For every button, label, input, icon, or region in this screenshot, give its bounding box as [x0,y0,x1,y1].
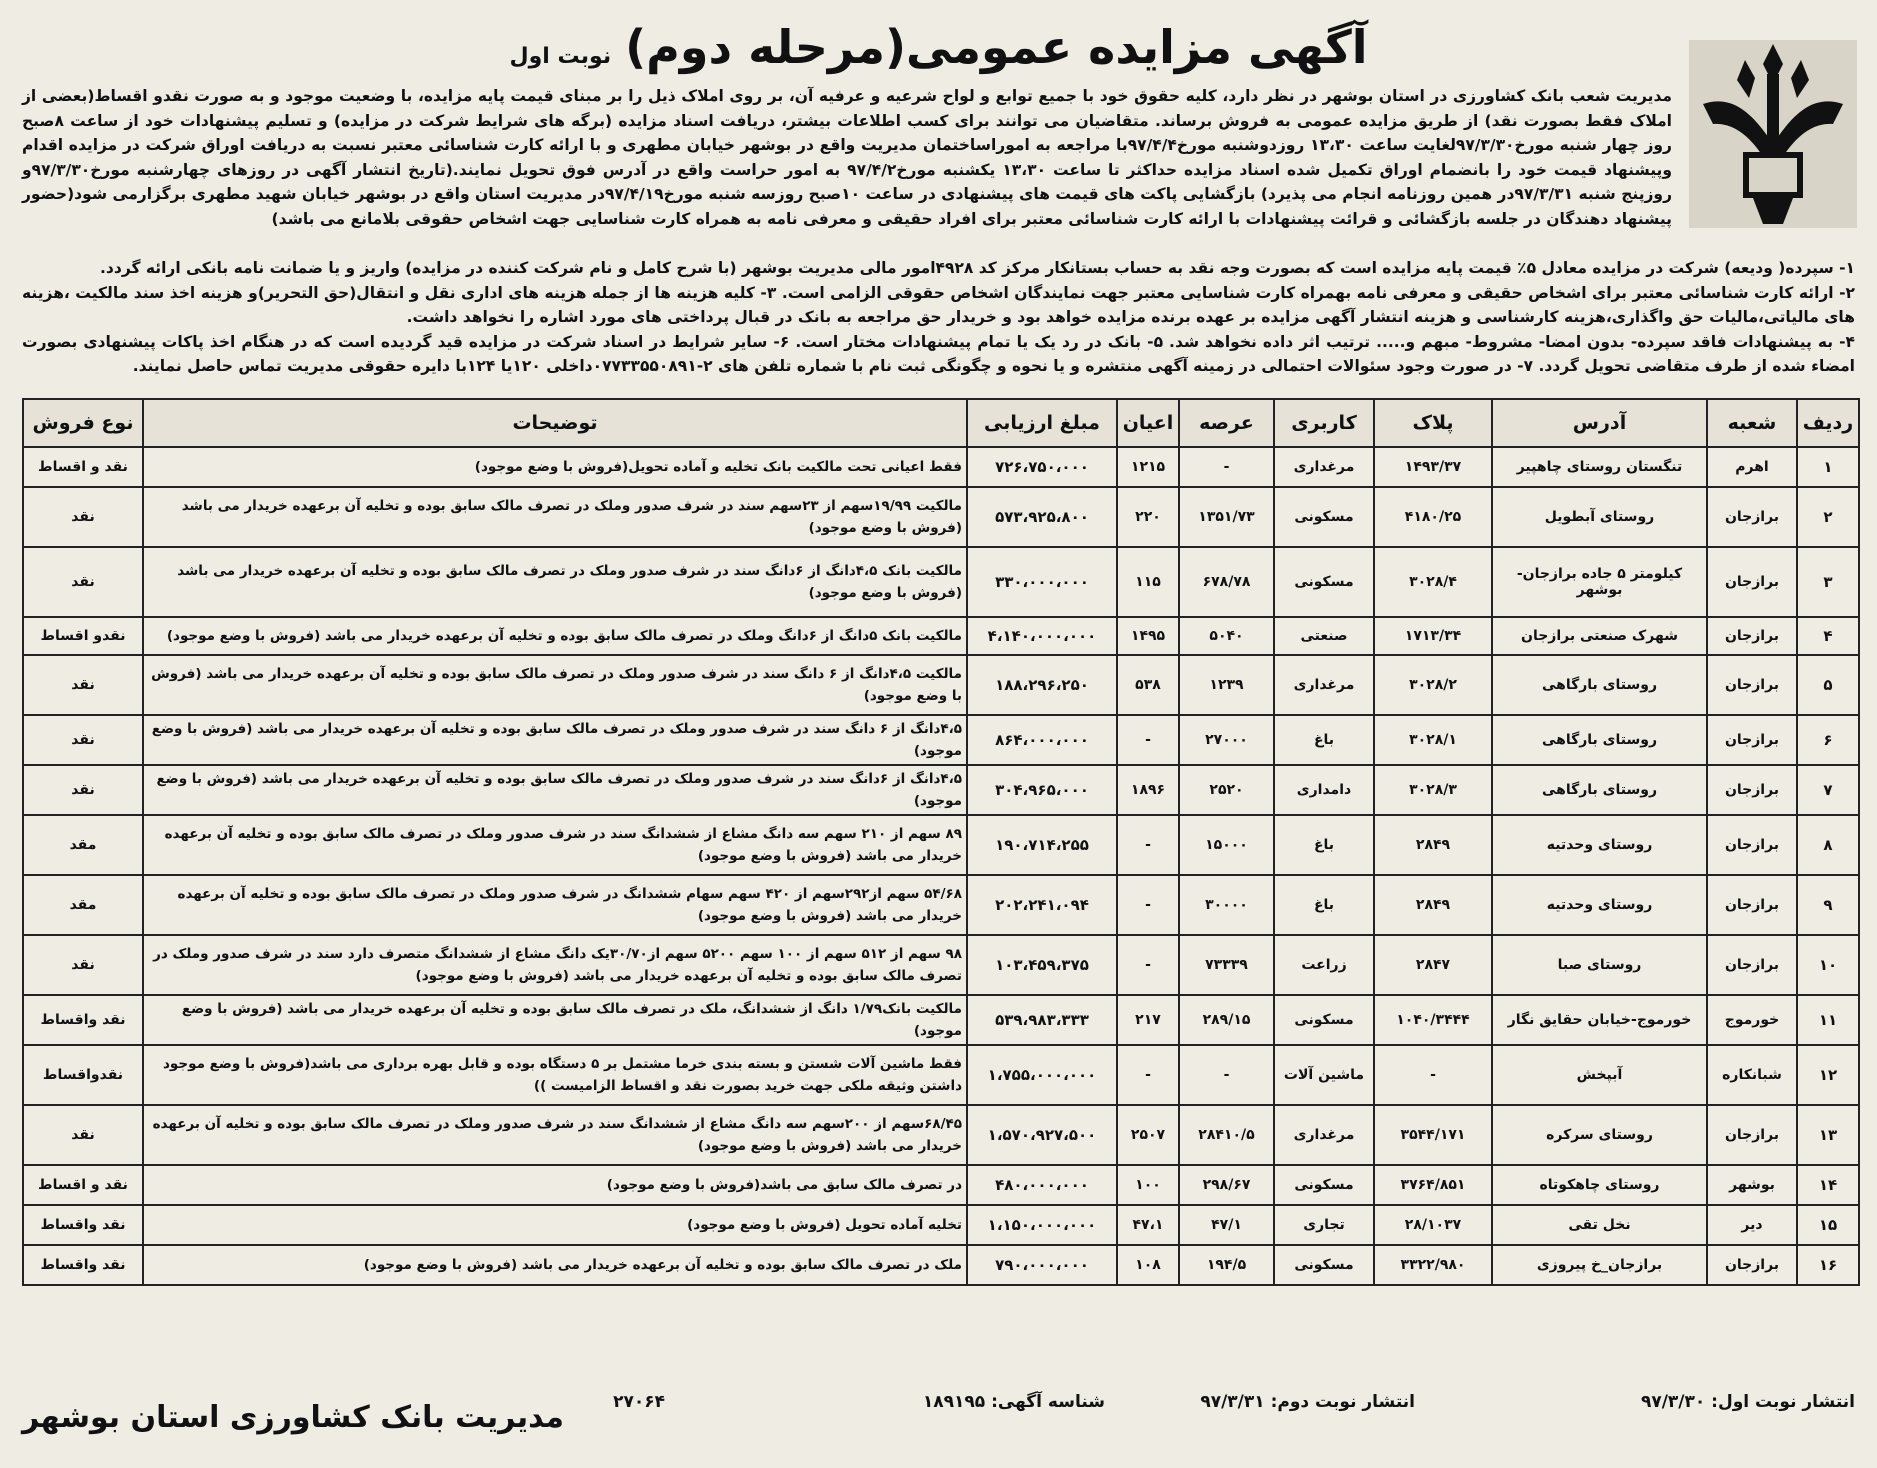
cell-plate: ۱۰۴۰/۳۴۴۴ [1374,995,1492,1045]
col-header-usage: کاربری [1274,399,1374,447]
cell-description: ۶۸/۴۵سهم از ۲۰۰سهم سه دانگ مشاع از ششدانگ سند در شرف صدور وملک در تصرف مالک سابق بوده و تخلیه آن برعهده خریدار می باشد (فروش با وضع موجود) [143,1105,967,1165]
header [210,20,1667,90]
cell-price: ۱،۵۷۰،۹۲۷،۵۰۰ [967,1105,1117,1165]
cell-branch: برازجان [1707,1105,1797,1165]
cell-row-no: ۹ [1797,875,1859,935]
cell-branch: بوشهر [1707,1165,1797,1205]
second-publication: انتشار نوبت دوم: ۹۷/۳/۳۱ [1200,1392,1415,1412]
footer [22,1380,1855,1440]
cell-building: ۲۱۷ [1117,995,1179,1045]
cell-address: روستای صبا [1492,935,1707,995]
cell-row-no: ۱۵ [1797,1205,1859,1245]
cell-price: ۱۹۰،۷۱۴،۲۵۵ [967,815,1117,875]
cell-row-no: ۶ [1797,715,1859,765]
cell-building: ۲۵۰۷ [1117,1105,1179,1165]
cell-description: مالکیت ۱۹/۹۹سهم از ۲۳سهم سند در شرف صدور وملک در تصرف مالک سابق بوده و تخلیه آن برعهده خریدار می باشد (فروش با وضع موجود) [143,487,967,547]
cell-row-no: ۸ [1797,815,1859,875]
cell-land: ۲۸۴۱۰/۵ [1179,1105,1274,1165]
cell-branch: دیر [1707,1205,1797,1245]
col-header-row-no: ردیف [1797,399,1859,447]
cell-description: ۵۴/۶۸ سهم از۲۹۲سهم از ۴۲۰ سهم سهام ششدانگ در شرف صدور وملک در تصرف مالک سابق بوده و تخلیه آن برعهده خریدار می باشد (فروش با وضع موجود) [143,875,967,935]
cell-land: ۶۷۸/۷۸ [1179,547,1274,617]
cell-plate: - [1374,1045,1492,1105]
cell-branch: برازجان [1707,547,1797,617]
table-row [23,547,1859,617]
cell-land: ۲۸۹/۱۵ [1179,995,1274,1045]
cell-plate: ۲۸۴۹ [1374,875,1492,935]
cell-branch: برازجان [1707,815,1797,875]
table-row [23,875,1859,935]
cell-building: ۵۳۸ [1117,655,1179,715]
cell-building: ۱۰۸ [1117,1245,1179,1285]
cell-branch: برازجان [1707,617,1797,655]
first-publication: انتشار نوبت اول: ۹۷/۳/۳۰ [1640,1392,1855,1412]
cell-description: تخلیه آماده تحویل (فروش با وضع موجود) [143,1205,967,1245]
cell-land: - [1179,1045,1274,1105]
cell-branch: برازجان [1707,487,1797,547]
cell-land: - [1179,447,1274,487]
cell-price: ۸۶۴،۰۰۰،۰۰۰ [967,715,1117,765]
cell-sale-type: نقد [23,715,143,765]
bank-keshavarzi-logo [1683,34,1863,234]
cell-usage: مرغداری [1274,1105,1374,1165]
ad-code: ۲۷۰۶۴ [613,1392,665,1412]
cell-usage: مسکونی [1274,1165,1374,1205]
cell-usage: باغ [1274,715,1374,765]
cell-building: - [1117,935,1179,995]
table-row [23,1045,1859,1105]
table-row [23,1105,1859,1165]
cell-plate: ۳۰۲۸/۳ [1374,765,1492,815]
cell-description: ۹۸ سهم از ۵۱۲ سهم از ۱۰۰ سهم ۵۲۰۰ سهم از۳۰/۷۰یک دانگ مشاع از ششدانگ متصرف دارد سند در شرف صدور وملک در تصرف مالک سابق بوده و تخلیه آن برعهده خریدار می باشد (فروش با وضع موجود) [143,935,967,995]
cell-price: ۵۳۹،۹۸۳،۳۳۳ [967,995,1117,1045]
cell-row-no: ۱۰ [1797,935,1859,995]
cell-sale-type: مقد [23,875,143,935]
cell-row-no: ۱۲ [1797,1045,1859,1105]
cell-price: ۷۲۶،۷۵۰،۰۰۰ [967,447,1117,487]
cell-sale-type: نقد [23,655,143,715]
cell-building: ۴۷،۱ [1117,1205,1179,1245]
cell-plate: ۳۵۴۴/۱۷۱ [1374,1105,1492,1165]
cell-sale-type: نقد [23,1105,143,1165]
cell-usage: مسکونی [1274,1245,1374,1285]
cell-row-no: ۱۳ [1797,1105,1859,1165]
cell-description: مالکیت بانک۱/۷۹ دانگ از ششدانگ، ملک در تصرف مالک سابق بوده و تخلیه آن برعهده خریدار می باشد (فروش با وضع موجود) [143,995,967,1045]
cell-building: ۱۱۵ [1117,547,1179,617]
col-header-address: آدرس [1492,399,1707,447]
cell-sale-type: نقد و اقساط [23,447,143,487]
cell-usage: مرغداری [1274,655,1374,715]
cell-land: ۱۳۵۱/۷۳ [1179,487,1274,547]
cell-row-no: ۱۴ [1797,1165,1859,1205]
table-row [23,655,1859,715]
cell-land: ۱۹۴/۵ [1179,1245,1274,1285]
ad-title: آگهی مزایده عمومی(مرحله دوم) [625,20,1368,74]
cell-sale-type: نقد [23,487,143,547]
cell-branch: برازجان [1707,765,1797,815]
cell-branch: برازجان [1707,935,1797,995]
cell-building: ۱۰۰ [1117,1165,1179,1205]
cell-sale-type: مقد [23,815,143,875]
cell-usage: صنعتی [1274,617,1374,655]
cell-building: - [1117,715,1179,765]
cell-building: - [1117,875,1179,935]
cell-address: برازجان_خ پیروزی [1492,1245,1707,1285]
wheat-logo-icon [1683,34,1863,234]
cell-row-no: ۱۶ [1797,1245,1859,1285]
cell-address: روستای وحدتیه [1492,815,1707,875]
col-header-description: توضیحات [143,399,967,447]
cell-sale-type: نقد [23,547,143,617]
table-header-row [23,399,1859,447]
cell-usage: مسکونی [1274,487,1374,547]
cell-description: ۴،۵دانگ از ۶دانگ سند در شرف صدور وملک در تصرف مالک سابق بوده و تخلیه آن برعهده خریدار می باشد (فروش با وضع موجود) [143,765,967,815]
cell-building: ۱۴۹۵ [1117,617,1179,655]
cell-plate: ۳۷۶۴/۸۵۱ [1374,1165,1492,1205]
cell-description: فقط اعیانی تحت مالکیت بانک تخلیه و آماده تحویل(فروش با وضع موجود) [143,447,967,487]
table-row [23,1165,1859,1205]
cell-address: شهرک صنعتی برازجان [1492,617,1707,655]
table-row [23,487,1859,547]
cell-description: مالکیت بانک ۴،۵دانگ از ۶دانگ سند در شرف صدور وملک در تصرف مالک سابق بوده و تخلیه آن برعهده خریدار می باشد (فروش با وضع موجود) [143,547,967,617]
ad-id: شناسه آگهی: ۱۸۹۱۹۵ [922,1392,1105,1412]
properties-table [22,398,1860,1286]
cell-plate: ۳۰۲۸/۴ [1374,547,1492,617]
cell-address: روستای چاهکوتاه [1492,1165,1707,1205]
cell-price: ۱۰۳،۴۵۹،۳۷۵ [967,935,1117,995]
cell-price: ۷۹۰،۰۰۰،۰۰۰ [967,1245,1117,1285]
cell-branch: برازجان [1707,875,1797,935]
table-row [23,1205,1859,1245]
cell-address: روستای بارگاهی [1492,655,1707,715]
cell-address: روستای وحدتیه [1492,875,1707,935]
cell-row-no: ۲ [1797,487,1859,547]
cell-address: خورموج-خیابان حقایق نگار [1492,995,1707,1045]
cell-plate: ۴۱۸۰/۲۵ [1374,487,1492,547]
cell-branch: برازجان [1707,655,1797,715]
cell-branch: برازجان [1707,1245,1797,1285]
cell-land: ۷۳۳۳۹ [1179,935,1274,995]
col-header-price: مبلغ ارزیابی [967,399,1117,447]
cell-description: ۸۹ سهم از ۲۱۰ سهم سه دانگ مشاع از ششدانگ سند در شرف صدور وملک در تصرف مالک سابق بوده و تخلیه آن برعهده خریدار می باشد (فروش با وضع موجود) [143,815,967,875]
cell-address: کیلومتر ۵ جاده برازجان- بوشهر [1492,547,1707,617]
cell-building: ۱۲۱۵ [1117,447,1179,487]
cell-land: ۱۵۰۰۰ [1179,815,1274,875]
table-row [23,715,1859,765]
cell-usage: باغ [1274,875,1374,935]
condition-1: ۱- سپرده( ودیعه) شرکت در مزایده معادل ۵٪ قیمت پایه مزایده است که بصورت وجه نقد به حساب بستانکار مرکز کد ۴۹۲۸امور مالی مدیریت بوشهر (با شرح کامل و نام شرکت کننده در مزایده) واریز و یا ضمانت نامه بانکی ارائه گردد. [100,259,1855,277]
table-row [23,815,1859,875]
col-header-building: اعیان [1117,399,1179,447]
cell-branch: خورموج [1707,995,1797,1045]
cell-sale-type: نقدواقساط [23,1045,143,1105]
cell-price: ۴،۱۴۰،۰۰۰،۰۰۰ [967,617,1117,655]
cell-address: آبپخش [1492,1045,1707,1105]
cell-row-no: ۱ [1797,447,1859,487]
cell-description: ملک در تصرف مالک سابق بوده و تخلیه آن برعهده خریدار می باشد (فروش با وضع موجود) [143,1245,967,1285]
cell-price: ۴۸۰،۰۰۰،۰۰۰ [967,1165,1117,1205]
cell-land: ۲۵۲۰ [1179,765,1274,815]
cell-sale-type: نقد واقساط [23,1245,143,1285]
cell-building: - [1117,815,1179,875]
cell-address: روستای بارگاهی [1492,715,1707,765]
cell-usage: دامداری [1274,765,1374,815]
cell-building: ۲۲۰ [1117,487,1179,547]
col-header-plate: پلاک [1374,399,1492,447]
cell-usage: باغ [1274,815,1374,875]
condition-3: ۴- به پیشنهادات فاقد سپرده- بدون امضا- مشروط- مبهم و..... ترتیب اثر داده نخواهد شد. ۵- بانک در رد یک یا تمام پیشنهادات مختار است. ۶- سایر شرایط در اسناد شرکت در مزایده قید گردیده است که در هنگام اخذ پاکات پیشنهادی بصورت امضاء شده از طرف متقاضی تحویل گردد. ۷- در صورت وجود سئوالات احتمالی در زمینه آگهی منتشره و یا نحوه و چگونگی ثبت نام با شماره تلفن های ۲-۰۷۷۳۳۵۵۰۸۹۱داخلی ۱۲۰یا ۱۲۴با دایره حقوقی مدیریت تماس حاصل نمایند. [22,332,1855,375]
cell-address: تنگستان روستای چاهپیر [1492,447,1707,487]
cell-usage: زراعت [1274,935,1374,995]
cell-plate: ۱۷۱۳/۳۴ [1374,617,1492,655]
cell-land: ۴۷/۱ [1179,1205,1274,1245]
table-body [23,447,1859,1285]
cell-land: ۲۹۸/۶۷ [1179,1165,1274,1205]
cell-price: ۲۰۲،۲۴۱،۰۹۴ [967,875,1117,935]
cell-plate: ۲۸۴۹ [1374,815,1492,875]
cell-plate: ۳۰۲۸/۱ [1374,715,1492,765]
cell-price: ۳۳۰،۰۰۰،۰۰۰ [967,547,1117,617]
table-row [23,995,1859,1045]
cell-usage: مسکونی [1274,547,1374,617]
col-header-branch: شعبه [1707,399,1797,447]
cell-building: ۱۸۹۶ [1117,765,1179,815]
table-row [23,447,1859,487]
cell-address: روستای بارگاهی [1492,765,1707,815]
cell-description: در تصرف مالک سابق می باشد(فروش با وضع موجود) [143,1165,967,1205]
cell-price: ۳۰۴،۹۶۵،۰۰۰ [967,765,1117,815]
cell-address: نخل تقی [1492,1205,1707,1245]
cell-sale-type: نقدو اقساط [23,617,143,655]
cell-usage: ماشین آلات [1274,1045,1374,1105]
cell-building: - [1117,1045,1179,1105]
table-row [23,1245,1859,1285]
cell-sale-type: نقد [23,765,143,815]
cell-price: ۵۷۳،۹۲۵،۸۰۰ [967,487,1117,547]
condition-2: ۲- ارائه کارت شناسائی معتبر برای اشخاص حقیقی و معرفی نامه بهمراه کارت شناسایی معتبر جهت نمایندگان اشخاص حقوقی الزامی است. ۳- کلیه هزینه ها از جمله هزینه های اداری نقل و انتقال(حق التحریر)و هزینه اخذ سند مالکیت ،هزینه های مالیاتی،مالیات حق واگذاری،هزینه کارشناسی و هزینه انتشار آگهی مزایده بر عهده برنده مزایده خواهد بود و خریدار حق مراجعه به بانک در قبال پرداختی های مورد اشاره را نخواهد داشت. [22,283,1856,326]
col-header-land: عرصه [1179,399,1274,447]
cell-address: روستای سرکره [1492,1105,1707,1165]
cell-branch: برازجان [1707,715,1797,765]
cell-price: ۱،۱۵۰،۰۰۰،۰۰۰ [967,1205,1117,1245]
cell-plate: ۲۸/۱۰۳۷ [1374,1205,1492,1245]
cell-usage: مرغداری [1274,447,1374,487]
cell-branch: شبانکاره [1707,1045,1797,1105]
ad-turn: نوبت اول [509,44,612,69]
intro-paragraph: مدیریت شعب بانک کشاورزی در استان بوشهر در نظر دارد، کلیه حقوق خود با جمیع توابع و لواح شرعیه و عرفیه آن، بر روی املاک ذیل را بر مبنای قیمت پایه مزایده، با وضعیت موجود و به صورت نقدو اقساط(بعضی از املاک فقط بصورت نقد) از طریق مزایده عمومی به فروش برساند. متقاضیان می توانند برای کسب اطلاعات بیشتر، دریافت اسناد مزایده (برگه های شرایط شرکت در مزایده) و تسلیم پیشنهادات خود از ساعت ۸صبح روز چهار شنبه مورخ۹۷/۳/۳۰لغایت ساعت ۱۳،۳۰ روزدوشنبه مورخ۹۷/۴/۴با مراجعه به اموراساختمان مدیریت واقع در بوشهر خیابان مطهری و با ارائه کارت شناسائی معتبر نسبت به دریافت اوراق شرکت در مزایده اقدام وپیشنهاد قیمت خود را بانضمام اوراق تکمیل شده اسناد مزایده حداکثر تا ساعت ۱۳،۳۰ یکشنبه مورخ۹۷/۴/۲ به امور حراست واقع در آدرس فوق تحویل نمایند.(تاریخ انتشار آگهی در روزهای چهارشنبه مورخ۹۷/۳/۳۰و روزپنج شنبه ۹۷/۳/۳۱در همین روزنامه انجام می پذیرد) بازگشایی پاکت های قیمت های پیشنهادی در ساعت ۱۰صبح روزسه شنبه مورخ۹۷/۴/۱۹در مدیریت استان واقع در بوشهر خیابان شهید مطهری برگزارمی شود(حضور پیشنهاد دهندگان در جلسه بازگشائی و قرائت پیشنهادات با ارائه کارت شناسائی معتبر برای افراد حقیقی و معرفی نامه به همراه کارت شناسایی جهت اشخاص حقوقی بلامانع می باشد) [22,87,1672,228]
cell-plate: ۳۰۲۸/۲ [1374,655,1492,715]
table-row [23,617,1859,655]
cell-land: ۲۷۰۰۰ [1179,715,1274,765]
cell-branch: اهرم [1707,447,1797,487]
cell-usage: مسکونی [1274,995,1374,1045]
cell-description: مالکیت ۴،۵دانگ از ۶ دانگ سند در شرف صدور وملک در تصرف مالک سابق بوده و تخلیه آن برعهده خریدار می باشد (فروش با وضع موجود) [143,655,967,715]
cell-plate: ۱۴۹۳/۳۷ [1374,447,1492,487]
cell-plate: ۳۳۲۲/۹۸۰ [1374,1245,1492,1285]
cell-address: روستای آبطویل [1492,487,1707,547]
table-row [23,765,1859,815]
cell-description: فقط ماشین آلات شستن و بسته بندی خرما مشتمل بر ۵ دستگاه بوده و قابل بهره برداری می باشد(فروش با وضع موجود داشتن وثیقه ملکی جهت خرید بصورت نقد و اقساط الزامیست )) [143,1045,967,1105]
cell-land: ۵۰۴۰ [1179,617,1274,655]
cell-row-no: ۷ [1797,765,1859,815]
cell-row-no: ۳ [1797,547,1859,617]
cell-sale-type: نقد واقساط [23,995,143,1045]
cell-sale-type: نقد واقساط [23,1205,143,1245]
cell-row-no: ۴ [1797,617,1859,655]
cell-sale-type: نقد [23,935,143,995]
cell-land: ۱۲۳۹ [1179,655,1274,715]
cell-usage: تجاری [1274,1205,1374,1245]
organization-name: مدیریت بانک کشاورزی استان بوشهر [22,1400,565,1435]
cell-land: ۳۰۰۰۰ [1179,875,1274,935]
cell-sale-type: نقد و اقساط [23,1165,143,1205]
cell-plate: ۲۸۴۷ [1374,935,1492,995]
cell-row-no: ۵ [1797,655,1859,715]
cell-row-no: ۱۱ [1797,995,1859,1045]
cell-price: ۱۸۸،۲۹۶،۲۵۰ [967,655,1117,715]
conditions-section [22,256,1855,379]
cell-price: ۱،۷۵۵،۰۰۰،۰۰۰ [967,1045,1117,1105]
cell-description: مالکیت بانک ۵دانگ از ۶دانگ وملک در تصرف مالک سابق بوده و تخلیه آن برعهده خریدار می باشد (فروش با وضع موجود) [143,617,967,655]
cell-description: ۴،۵دانگ از ۶ دانگ سند در شرف صدور وملک در تصرف مالک سابق بوده و تخلیه آن برعهده خریدار می باشد (فروش با وضع موجود) [143,715,967,765]
table-row [23,935,1859,995]
col-header-sale-type: نوع فروش [23,399,143,447]
